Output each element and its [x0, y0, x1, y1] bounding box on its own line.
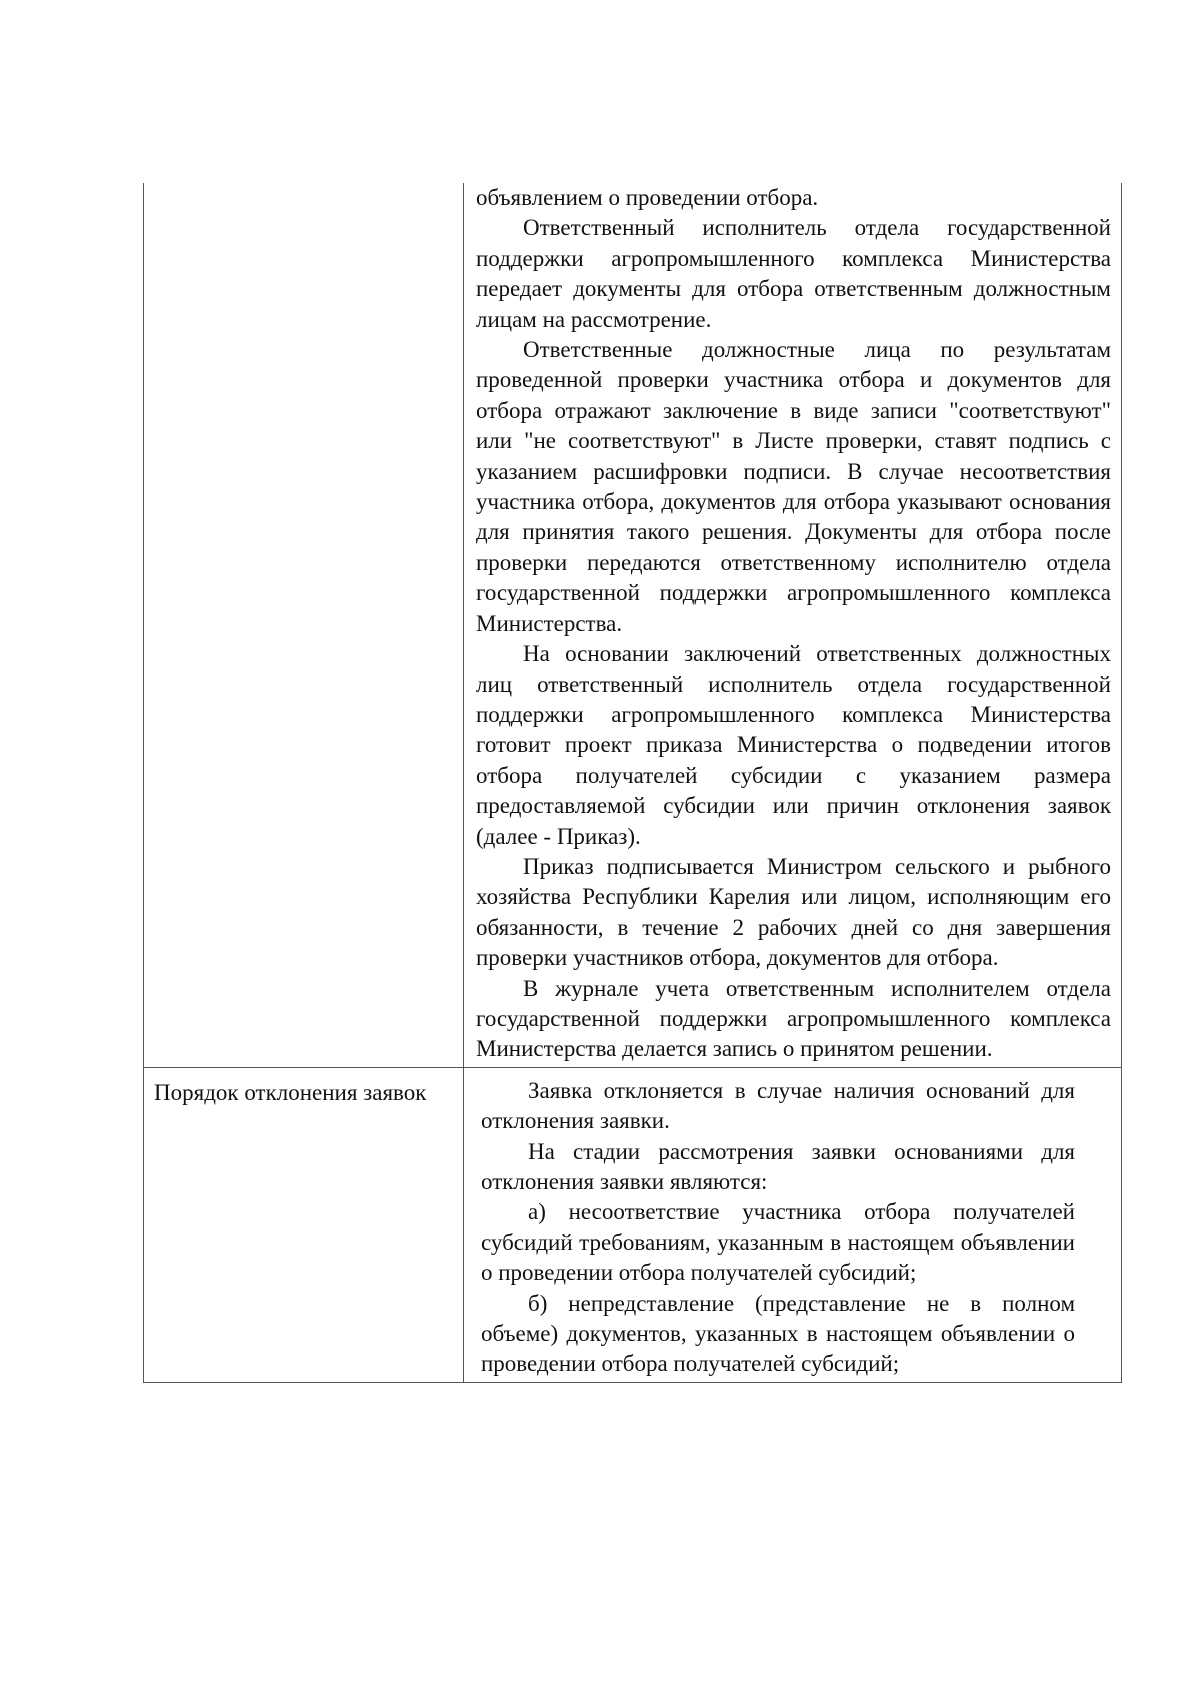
- table-row: [144, 1067, 1122, 1382]
- paragraph: Приказ подписывается Министром сельского и рыбного хозяйства Республики Карелия или лицом, исполняющим его обязанности, в течение 2 рабочих дней со дня завершения проверки участников отбора, документов для отбора.: [476, 853, 1111, 971]
- paragraph: На основании заключений ответственных должностных лиц ответственный исполнитель отдела государственной поддержки агропромышленного комплекса Министерства готовит проект приказа Министерства о подведении итогов отбора получателей субсидии с указанием размера предоставляемой субсидии или причин отклонения заявок (далее - Приказ).: [476, 641, 1111, 849]
- paragraph: объявлением о проведении отбора.: [476, 185, 819, 210]
- table-row: [144, 183, 1122, 1067]
- row-label-cell: [144, 183, 464, 1067]
- announcement-table: [143, 183, 1122, 1383]
- paragraph: Заявка отклоняется в случае наличия оснований для отклонения заявки.: [481, 1077, 1075, 1134]
- paragraph: б) непредставление (представление не в полном объеме) документов, указанных в настоящем объявлении о проведении отбора получателей субсидий;: [481, 1290, 1075, 1377]
- paragraph: Ответственные должностные лица по результатам проведенной проверки участника отбора и документов для отбора отражают заключение в виде записи "соответствуют" или "не соответствуют" в Листе проверки, ставят подпись с указанием расшифровки подписи. В случае несоответствия участника отбора, документов для отбора указывают основания для принятия такого решения. Документы для отбора после проверки передаются ответственному исполнителю отдела государственной поддержки агропромышленного комплекса Министерства.: [476, 337, 1111, 636]
- paragraph: Ответственный исполнитель отдела государственной поддержки агропромышленного комплекса Министерства передает документы для отбора ответственным должностным лицам на рассмотрение.: [476, 215, 1111, 332]
- paragraph: На стадии рассмотрения заявки основаниями для отклонения заявки являются:: [481, 1138, 1075, 1194]
- row-content-cell: [464, 1067, 1122, 1382]
- row-label: Порядок отклонения заявок: [154, 1079, 427, 1105]
- row-label-cell: [144, 1067, 464, 1382]
- paragraph: а) несоответствие участника отбора получателей субсидий требованиям, указанным в настоящем объявлении о проведении отбора получателей субсидий;: [481, 1199, 1075, 1286]
- row-content-cell: [464, 183, 1122, 1067]
- paragraph: В журнале учета ответственным исполнителем отдела государственной поддержки агропромышленного комплекса Министерства делается запись о принятом решении.: [476, 975, 1111, 1062]
